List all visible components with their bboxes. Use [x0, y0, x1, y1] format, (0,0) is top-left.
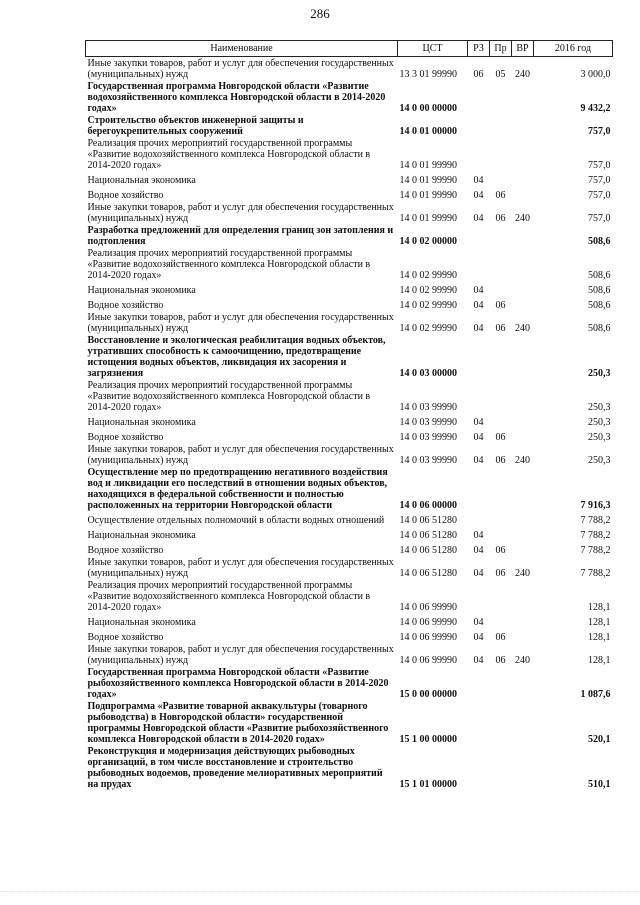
row-sum: 128,1: [588, 632, 611, 643]
row-pr: [490, 511, 512, 526]
row-vr: [512, 579, 534, 613]
row-name: Реконструкция и модернизация действующих рыбоводных организаций, в том числе восстановление и строительство рыбоводных водоемов, проведение мелиоративных мероприятий на прудах: [87, 746, 383, 790]
row-rz: 04: [473, 213, 484, 224]
row-rz: [468, 80, 490, 114]
row-sum: 128,1: [588, 602, 611, 613]
table-row: [86, 224, 613, 247]
table-header: [86, 41, 613, 57]
row-name: Иные закупки товаров, работ и услуг для обеспечения государственных (муниципальных) нужд: [87, 202, 394, 224]
row-sum: 520,1: [588, 734, 611, 745]
row-vr: [512, 466, 534, 511]
row-rz: [468, 745, 490, 790]
row-rz: [468, 137, 490, 171]
row-sum: 757,0: [588, 175, 611, 186]
row-cst: 14 0 06 99990: [399, 655, 457, 666]
row-rz: 04: [473, 300, 484, 311]
row-name: Водное хозяйство: [87, 300, 164, 311]
row-pr: [490, 666, 512, 700]
row-pr: [490, 745, 512, 790]
row-cst: 14 0 01 99990: [399, 175, 457, 186]
row-name: Водное хозяйство: [87, 190, 164, 201]
row-rz: [468, 666, 490, 700]
row-vr: [512, 428, 534, 443]
row-name: Иные закупки товаров, работ и услуг для обеспечения государственных (муниципальных) нужд: [87, 644, 394, 666]
row-name: Иные закупки товаров, работ и услуг для обеспечения государственных (муниципальных) нужд: [87, 58, 394, 80]
row-name: Иные закупки товаров, работ и услуг для обеспечения государственных (муниципальных) нужд: [87, 557, 394, 579]
table-row: [86, 247, 613, 281]
row-sum: 757,0: [588, 160, 611, 171]
row-sum: 510,1: [588, 779, 611, 790]
row-cst: 14 0 03 99990: [399, 402, 457, 413]
row-pr: 06: [495, 213, 506, 224]
row-pr: [490, 379, 512, 413]
header-cst: ЦСТ: [398, 41, 468, 57]
row-cst: 14 0 03 99990: [399, 455, 457, 466]
table-row: [86, 511, 613, 526]
row-sum: 7 916,3: [580, 500, 611, 511]
row-pr: 05: [495, 69, 506, 80]
row-sum: 250,3: [588, 417, 611, 428]
row-rz: 04: [473, 568, 484, 579]
header-sum: 2016 год: [534, 41, 613, 57]
row-rz: 04: [473, 617, 484, 628]
row-name: Осуществление отдельных полномочий в области водных отношений: [87, 515, 385, 526]
row-sum: 7 788,2: [580, 545, 611, 556]
table-row: [86, 80, 613, 114]
row-name: Разработка предложений для определения границ зон затопления и подтопления: [87, 225, 394, 247]
row-cst: 14 0 01 00000: [399, 126, 457, 137]
row-name: Национальная экономика: [87, 175, 196, 186]
header-rz: РЗ: [468, 41, 490, 57]
row-pr: 06: [495, 323, 506, 334]
row-name: Иные закупки товаров, работ и услуг для обеспечения государственных (муниципальных) нужд: [87, 444, 394, 466]
row-vr: [512, 526, 534, 541]
row-pr: [490, 526, 512, 541]
row-name: Подпрограмма «Развитие товарной аквакультуры (товарного рыбоводства) в Новгородской области» государственной программы Новгородской области «Развитие рыбохозяйственного комплекса Новгородской области в 2014-2020 годах»: [87, 701, 389, 745]
row-sum: 757,0: [588, 190, 611, 201]
row-vr: 240: [515, 213, 530, 224]
row-sum: 250,3: [588, 368, 611, 379]
header-pr: Пр: [490, 41, 512, 57]
table-row: [86, 413, 613, 428]
row-rz: 04: [473, 432, 484, 443]
row-vr: 240: [515, 455, 530, 466]
table-row: [86, 334, 613, 379]
row-rz: 04: [473, 190, 484, 201]
table-row: [86, 466, 613, 511]
row-cst: 14 0 02 99990: [399, 285, 457, 296]
row-rz: [468, 224, 490, 247]
row-name: Иные закупки товаров, работ и услуг для обеспечения государственных (муниципальных) нужд: [87, 312, 394, 334]
row-pr: 06: [495, 632, 506, 643]
row-vr: [512, 745, 534, 790]
table-row: [86, 628, 613, 643]
row-rz: 04: [473, 323, 484, 334]
row-name: Реализация прочих мероприятий государственной программы «Развитие водохозяйственного комплекса Новгородской области в 2014-2020 годах»: [87, 580, 371, 613]
table-row: [86, 201, 613, 224]
row-cst: 14 0 03 00000: [399, 368, 457, 379]
row-vr: [512, 114, 534, 137]
row-cst: 15 1 01 00000: [399, 779, 457, 790]
row-rz: [468, 511, 490, 526]
row-vr: [512, 511, 534, 526]
row-sum: 7 788,2: [580, 515, 611, 526]
row-vr: 240: [515, 69, 530, 80]
row-pr: [490, 281, 512, 296]
row-cst: 14 0 03 99990: [399, 432, 457, 443]
row-sum: 128,1: [588, 655, 611, 666]
row-sum: 508,6: [588, 236, 611, 247]
row-vr: [512, 186, 534, 201]
table-row: [86, 171, 613, 186]
scan-edge-divider: [0, 891, 640, 893]
row-cst: 14 0 06 51280: [399, 568, 457, 579]
row-pr: [490, 80, 512, 114]
row-vr: [512, 80, 534, 114]
row-cst: 14 0 01 99990: [399, 190, 457, 201]
row-vr: [512, 666, 534, 700]
table-row: [86, 443, 613, 466]
row-name: Восстановление и экологическая реабилитация водных объектов, утративших способность к самоочищению, предотвращение истощения водных объектов, ликвидация их засорения и загрязнения: [87, 335, 386, 379]
table-row: [86, 281, 613, 296]
table-row: [86, 186, 613, 201]
row-cst: 14 0 06 99990: [399, 632, 457, 643]
table-row: [86, 613, 613, 628]
row-cst: 14 0 06 51280: [399, 515, 457, 526]
row-cst: 14 0 03 99990: [399, 417, 457, 428]
row-sum: 508,6: [588, 270, 611, 281]
row-rz: 04: [473, 285, 484, 296]
row-pr: [490, 579, 512, 613]
row-cst: 15 0 00 00000: [399, 689, 457, 700]
row-rz: 04: [473, 632, 484, 643]
row-pr: [490, 466, 512, 511]
row-rz: [468, 114, 490, 137]
row-vr: [512, 137, 534, 171]
budget-table: [85, 40, 613, 790]
row-name: Водное хозяйство: [87, 632, 164, 643]
table-row: [86, 666, 613, 700]
row-pr: [490, 114, 512, 137]
row-cst: 14 0 06 51280: [399, 545, 457, 556]
table-row: [86, 643, 613, 666]
row-name: Реализация прочих мероприятий государственной программы «Развитие водохозяйственного комплекса Новгородской области в 2014-2020 годах»: [87, 380, 371, 413]
row-name: Государственная программа Новгородской области «Развитие рыбохозяйственного комплекса Новгородской области в 2014-2020 годах»: [87, 667, 389, 700]
row-rz: [468, 579, 490, 613]
row-vr: [512, 334, 534, 379]
row-pr: 06: [495, 190, 506, 201]
row-name: Государственная программа Новгородской области «Развитие водохозяйственного комплекса Новгородской области в 2014-2020 годах»: [87, 81, 386, 114]
table-row: [86, 556, 613, 579]
row-name: Осуществление мер по предотвращению негативного воздействия вод и ликвидации его последствий в отношении водных объектов, находящихся в федеральной собственности и полностью расположенных на территории Новгородской области: [87, 467, 388, 511]
table-row: [86, 296, 613, 311]
row-pr: [490, 224, 512, 247]
row-rz: 04: [473, 655, 484, 666]
row-rz: [468, 700, 490, 745]
row-name: Строительство объектов инженерной защиты и берегоукрепительных сооружений: [87, 115, 304, 137]
row-rz: [468, 379, 490, 413]
row-vr: 240: [515, 655, 530, 666]
row-sum: 3 000,0: [580, 69, 611, 80]
row-sum: 250,3: [588, 402, 611, 413]
row-rz: [468, 466, 490, 511]
table-row: [86, 428, 613, 443]
row-name: Национальная экономика: [87, 530, 196, 541]
row-pr: [490, 334, 512, 379]
table-row: [86, 114, 613, 137]
row-vr: [512, 224, 534, 247]
row-vr: [512, 700, 534, 745]
row-vr: [512, 171, 534, 186]
row-rz: 04: [473, 530, 484, 541]
row-sum: 757,0: [588, 126, 611, 137]
row-pr: [490, 137, 512, 171]
header-name: Наименование: [86, 41, 398, 57]
table-row: [86, 311, 613, 334]
row-cst: 15 1 00 00000: [399, 734, 457, 745]
row-pr: [490, 413, 512, 428]
table-row: [86, 579, 613, 613]
row-pr: 06: [495, 568, 506, 579]
row-sum: 7 788,2: [580, 568, 611, 579]
row-pr: [490, 700, 512, 745]
row-rz: 04: [473, 455, 484, 466]
table-row: [86, 700, 613, 745]
row-vr: [512, 613, 534, 628]
row-name: Национальная экономика: [87, 417, 196, 428]
row-cst: 14 0 02 99990: [399, 300, 457, 311]
table-row: [86, 541, 613, 556]
row-pr: [490, 171, 512, 186]
row-cst: 14 0 00 00000: [399, 103, 457, 114]
row-cst: 14 0 02 99990: [399, 270, 457, 281]
row-vr: [512, 628, 534, 643]
row-sum: 7 788,2: [580, 530, 611, 541]
row-rz: 04: [473, 175, 484, 186]
table-row: [86, 379, 613, 413]
row-vr: [512, 379, 534, 413]
row-vr: [512, 247, 534, 281]
row-pr: 06: [495, 432, 506, 443]
row-cst: 14 0 01 99990: [399, 213, 457, 224]
row-cst: 14 0 02 00000: [399, 236, 457, 247]
row-sum: 250,3: [588, 455, 611, 466]
row-rz: 04: [473, 545, 484, 556]
row-rz: 04: [473, 417, 484, 428]
row-vr: [512, 296, 534, 311]
row-pr: 06: [495, 300, 506, 311]
table-row: [86, 745, 613, 790]
row-pr: [490, 613, 512, 628]
row-sum: 128,1: [588, 617, 611, 628]
row-pr: 06: [495, 455, 506, 466]
table-row: [86, 137, 613, 171]
row-sum: 757,0: [588, 213, 611, 224]
row-vr: [512, 281, 534, 296]
table-body: [86, 57, 613, 791]
row-pr: 06: [495, 545, 506, 556]
row-cst: 14 0 06 51280: [399, 530, 457, 541]
row-name: Водное хозяйство: [87, 432, 164, 443]
row-pr: [490, 247, 512, 281]
row-cst: 14 0 06 99990: [399, 617, 457, 628]
row-vr: 240: [515, 568, 530, 579]
row-sum: 250,3: [588, 432, 611, 443]
row-cst: 14 0 01 99990: [399, 160, 457, 171]
row-name: Реализация прочих мероприятий государственной программы «Развитие водохозяйственного комплекса Новгородской области в 2014-2020 годах»: [87, 138, 371, 171]
row-cst: 14 0 06 99990: [399, 602, 457, 613]
row-name: Водное хозяйство: [87, 545, 164, 556]
row-cst: 14 0 06 00000: [399, 500, 457, 511]
row-rz: [468, 334, 490, 379]
row-rz: [468, 247, 490, 281]
header-vr: ВР: [512, 41, 534, 57]
row-name: Реализация прочих мероприятий государственной программы «Развитие водохозяйственного комплекса Новгородской области в 2014-2020 годах»: [87, 248, 371, 281]
row-sum: 508,6: [588, 285, 611, 296]
table-row: [86, 57, 613, 81]
row-sum: 1 087,6: [580, 689, 611, 700]
row-vr: [512, 413, 534, 428]
row-cst: 14 0 02 99990: [399, 323, 457, 334]
row-name: Национальная экономика: [87, 285, 196, 296]
table-row: [86, 526, 613, 541]
page-number: 286: [310, 6, 330, 21]
row-vr: 240: [515, 323, 530, 334]
row-cst: 13 3 01 99990: [399, 69, 457, 80]
row-rz: 06: [473, 69, 484, 80]
row-sum: 508,6: [588, 323, 611, 334]
row-sum: 9 432,2: [580, 103, 611, 114]
row-vr: [512, 541, 534, 556]
row-sum: 508,6: [588, 300, 611, 311]
row-pr: 06: [495, 655, 506, 666]
row-name: Национальная экономика: [87, 617, 196, 628]
